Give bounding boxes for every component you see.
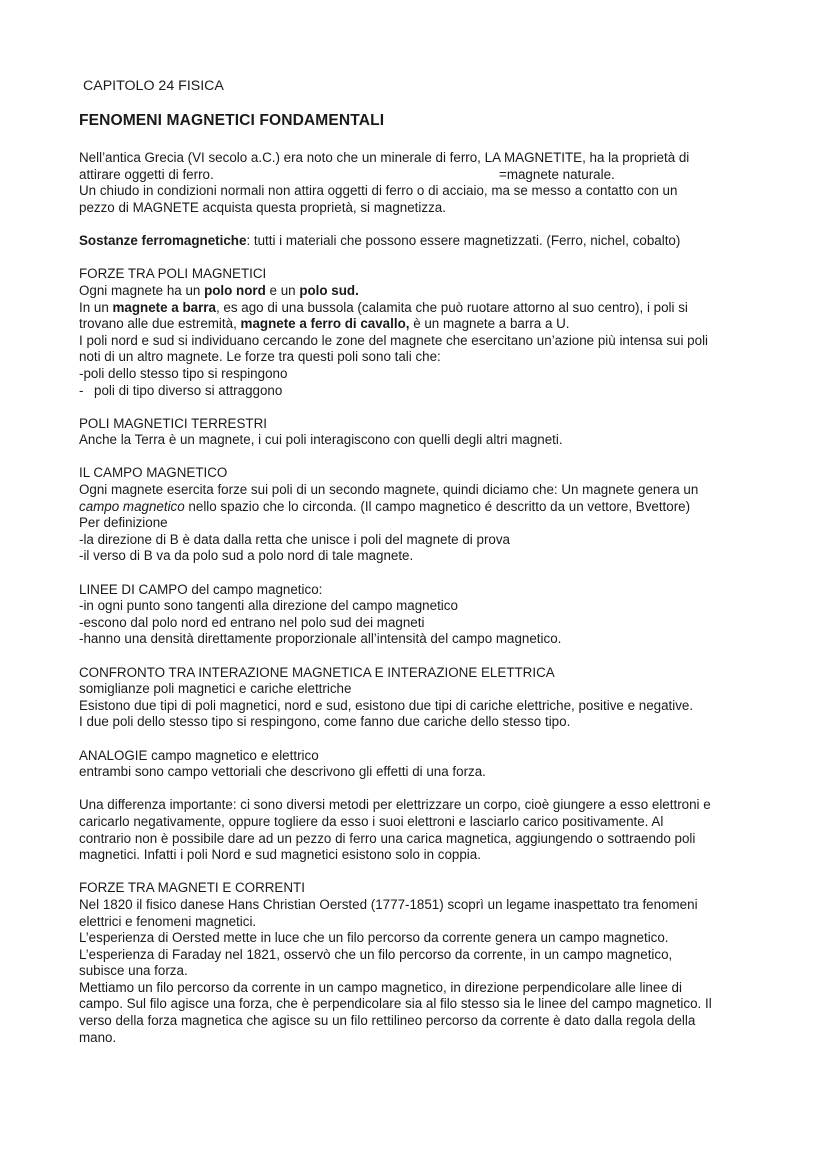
text-line: verso della forza magnetica che agisce su un filo rettilineo percorso da corrente è dato dalla regola della: [79, 1013, 696, 1029]
text-line: caricarlo negativamente, oppure togliere da esso i suoi elettroni e lasciarlo carico positivamente. Al: [79, 813, 664, 829]
text-line: campo. Sul filo agisce una forza, che è perpendicolare sia al filo stesso sia le linee del campo magnetico. Il: [79, 996, 712, 1012]
text-line: L’esperienza di Oersted mette in luce che un filo percorso da corrente genera un campo magnetico.: [79, 930, 669, 946]
text-line: campo magnetico nello spazio che lo circonda. (Il campo magnetico é descritto da un vettore, Bvettore): [79, 498, 691, 514]
list-item: -il verso di B va da polo sud a polo nord di tale magnete.: [79, 548, 414, 564]
section-heading: POLI MAGNETICI TERRESTRI: [79, 415, 267, 431]
text-line: I poli nord e sud si individuano cercando le zone del magnete che esercitano un’azione più intensa sui poli: [79, 332, 709, 348]
section-confronto: [79, 665, 759, 731]
section-poli-terrestri: [79, 416, 759, 449]
text-line: noti di un altro magnete. Le forze tra questi poli sono tali che:: [79, 349, 441, 365]
intro-paragraph: [79, 150, 759, 216]
text-line: I due poli dello stesso tipo si respingono, come fanno due cariche dello stesso tipo.: [79, 714, 571, 730]
ferromagnetic-definition: [79, 233, 759, 250]
text-line: Nell’antica Grecia (VI secolo a.C.) era noto che un minerale di ferro, LA MAGNETITE, ha la proprietà di: [79, 150, 690, 166]
text-line: Un chiudo in condizioni normali non attira oggetti di ferro o di acciaio, ma se messo a contatto con un: [79, 183, 678, 199]
list-item: -poli dello stesso tipo si respingono: [79, 365, 288, 381]
text-line: Esistono due tipi di poli magnetici, nord e sud, esistono due tipi di cariche elettriche, positive e negative.: [79, 697, 694, 713]
section-campo-magnetico: [79, 465, 759, 565]
text-line: Ogni magnete ha un polo nord e un polo sud.: [79, 282, 359, 298]
text-line: attirare oggetti di ferro. =magnete naturale.: [79, 166, 615, 182]
section-linee-campo: [79, 582, 759, 648]
text-line: L’esperienza di Faraday nel 1821, osservò che un filo percorso da corrente, in un campo magnetico,: [79, 946, 673, 962]
section-forze-poli: [79, 266, 759, 399]
text-line: somiglianze poli magnetici e cariche elettriche: [79, 681, 352, 697]
section-heading: FORZE TRA MAGNETI E CORRENTI: [79, 880, 305, 896]
text-line: Ogni magnete esercita forze sui poli di un secondo magnete, quindi diciamo che: Un magnete genera un: [79, 482, 699, 498]
text-line: trovano alle due estremità, magnete a ferro di cavallo, è un magnete a barra a U.: [79, 316, 570, 332]
section-heading: IL CAMPO MAGNETICO: [79, 465, 228, 481]
section-analogie: [79, 748, 759, 781]
list-item: - poli di tipo diverso si attraggono: [79, 382, 283, 398]
text-line: In un magnete a barra, es ago di una bussola (calamita che può ruotare attorno al suo centro), i poli si: [79, 299, 688, 315]
list-item: -in ogni punto sono tangenti alla direzione del campo magnetico: [79, 598, 458, 614]
text-line: elettrici e fenomeni magnetici.: [79, 913, 257, 929]
chapter-label: CAPITOLO 24 FISICA: [83, 78, 224, 94]
paragraph-differenza: [79, 797, 759, 863]
list-item: -escono dal polo nord ed entrano nel polo sud dei magneti: [79, 614, 425, 630]
text-line: Mettiamo un filo percorso da corrente in un campo magnetico, in direzione perpendicolare alle linee di: [79, 979, 682, 995]
text-line: entrambi sono campo vettoriali che descrivono gli effetti di una forza.: [79, 764, 486, 780]
text-line: Sostanze ferromagnetiche: tutti i materiali che possono essere magnetizzati. (Ferro, nichel, cobalto): [79, 233, 681, 249]
section-heading: ANALOGIE campo magnetico e elettrico: [79, 747, 319, 763]
list-item: -la direzione di B è data dalla retta che unisce i poli del magnete di prova: [79, 531, 510, 547]
text-line: magnetici. Infatti i poli Nord e sud magnetici esistono solo in coppia.: [79, 847, 481, 863]
text-line: subisce una forza.: [79, 963, 188, 979]
text-line: pezzo di MAGNETE acquista questa proprietà, si magnetizza.: [79, 199, 446, 215]
section-heading: CONFRONTO TRA INTERAZIONE MAGNETICA E INTERAZIONE ELETTRICA: [79, 664, 555, 680]
text-line: contrario non è possibile dare ad un pezzo di ferro una carica magnetica, aggiungendo o sottraendo poli: [79, 830, 696, 846]
document-page: [79, 78, 759, 1063]
section-magneti-correnti: [79, 880, 759, 1046]
section-heading: LINEE DI CAMPO del campo magnetico:: [79, 581, 323, 597]
text-line: mano.: [79, 1029, 117, 1045]
list-item: -hanno una densità direttamente proporzionale all’intensità del campo magnetico.: [79, 631, 562, 647]
text-line: Nel 1820 il fisico danese Hans Christian Oersted (1777-1851) scoprì un legame inaspettato tra fenomeni: [79, 896, 698, 912]
text-line: Una differenza importante: ci sono diversi metodi per elettrizzare un corpo, cioè giungere a esso elettroni e: [79, 797, 711, 813]
text-line: Per definizione: [79, 515, 168, 531]
section-heading: FORZE TRA POLI MAGNETICI: [79, 266, 267, 282]
text-line: Anche la Terra è un magnete, i cui poli interagiscono con quelli degli altri magneti.: [79, 432, 563, 448]
page-title: FENOMENI MAGNETICI FONDAMENTALI: [79, 111, 385, 129]
